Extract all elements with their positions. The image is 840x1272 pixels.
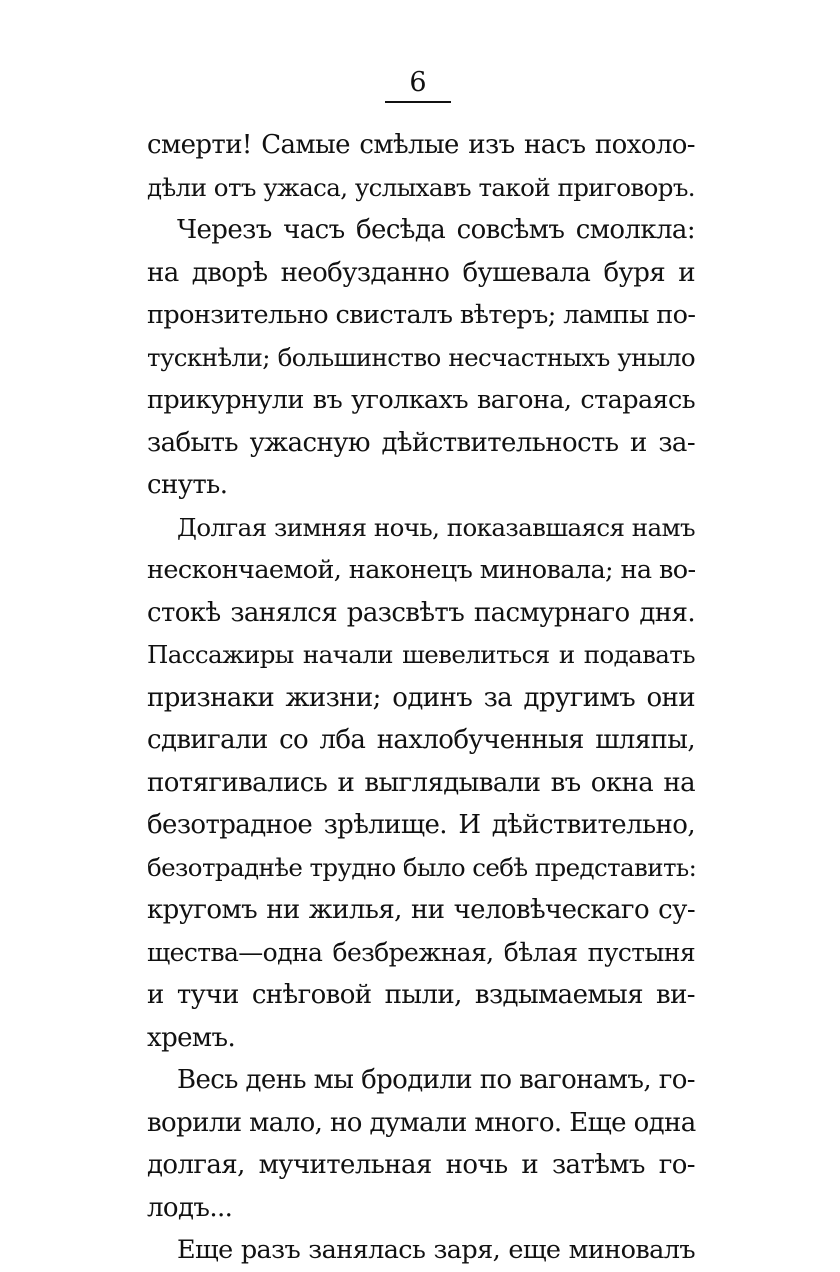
text-line: и тучи снѣговой пыли, вздымаемыя ви- [147, 980, 695, 1010]
text-line: Пассажиры начали шевелиться и подавать [147, 640, 695, 669]
text-line: Черезъ часъ бесѣда совсѣмъ смолкла: [177, 215, 695, 245]
page-number-rule [385, 101, 451, 103]
text-line: дѣли отъ ужаса, услыхавъ такой приговоръ. [147, 172, 695, 202]
text-line: сдвигали со лба нахлобученныя шляпы, [147, 725, 695, 755]
text-line: тускнѣли; большинство несчастныхъ уныло [147, 342, 695, 372]
text-line: ворили мало, но думали много. Еще одна [147, 1107, 696, 1138]
text-line: признаки жизни; одинъ за другимъ они [147, 682, 695, 713]
text-line: кругомъ ни жилья, ни человѣческаго су- [147, 895, 695, 925]
text-line: пронзительно свисталъ вѣтеръ; лампы по- [147, 300, 696, 330]
text-line: потягивались и выглядывали въ окна на [147, 767, 695, 798]
text-line: Еще разъ занялась заря, еще миновалъ [177, 1235, 695, 1265]
body-text [147, 124, 695, 1272]
text-line: стокѣ занялся разсвѣтъ пасмурнаго дня. [147, 597, 695, 628]
text-line: забыть ужасную дѣйствительность и за- [147, 427, 695, 458]
text-line: щества—одна безбрежная, бѣлая пустыня [147, 937, 695, 967]
text-line: снуть. [147, 470, 228, 500]
text-line: лодъ... [147, 1192, 233, 1223]
text-line: долгая, мучительная ночь и затѣмъ го- [147, 1150, 695, 1180]
page-number: 6 [409, 67, 427, 98]
text-line: Долгая зимняя ночь, показавшаяся намъ [177, 512, 695, 542]
text-line: безотрадное зрѣлище. И дѣйствительно, [147, 810, 695, 840]
text-line: на дворѣ необузданно бушевала буря и [147, 257, 695, 288]
text-line: прикурнули въ уголкахъ вагона, стараясь [147, 385, 695, 415]
text-line: безотраднѣе трудно было себѣ представить: [147, 852, 697, 882]
text-line: смерти! Самые смѣлые изъ насъ похоло- [147, 130, 695, 160]
text-line: хремъ. [147, 1022, 236, 1053]
text-line: Весь день мы бродили по вагонамъ, го- [177, 1065, 695, 1095]
text-line: нескончаемой, наконецъ миновала; на во- [147, 555, 696, 585]
